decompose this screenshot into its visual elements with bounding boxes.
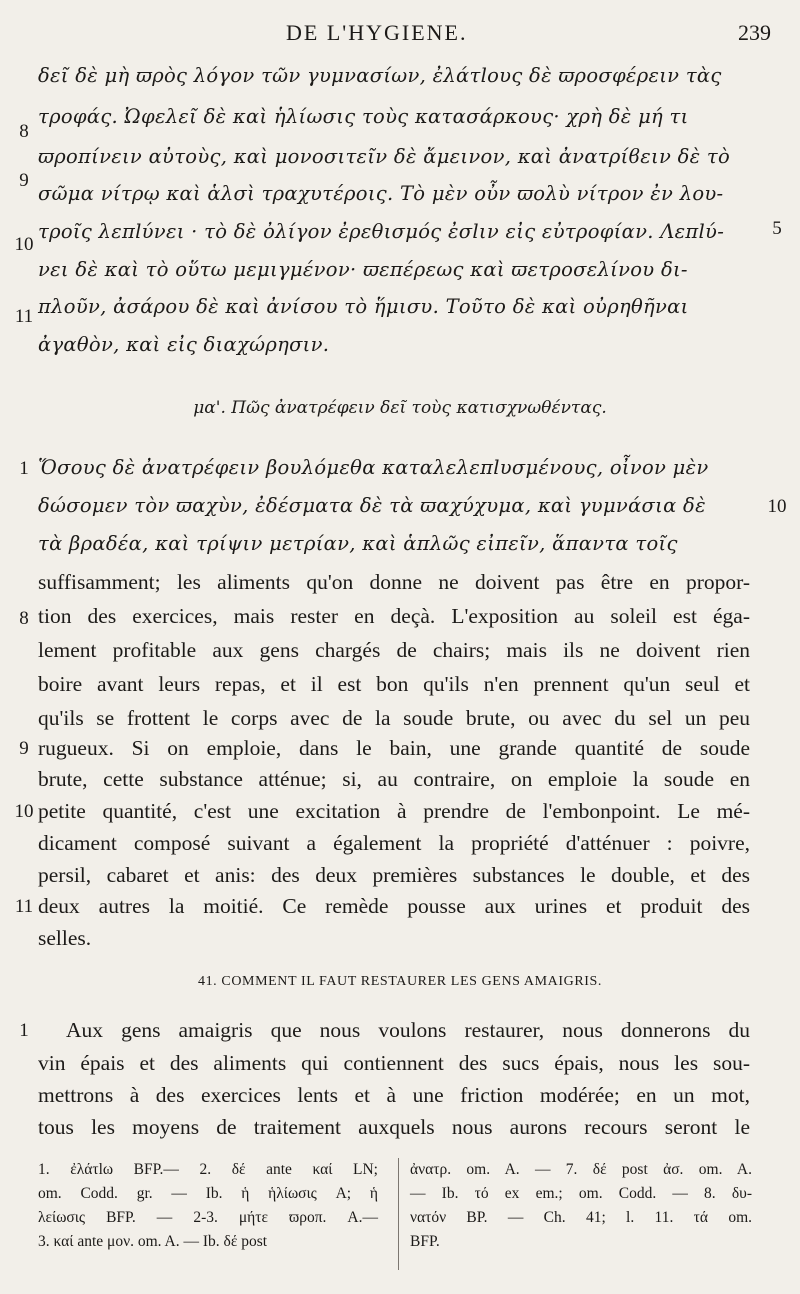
margin-number-left: 9 (19, 170, 29, 191)
french-line: petite quantité, c'est une excitation à prendre de l'embonpoint. Le mé- (38, 799, 750, 823)
greek-line: ἀγαθὸν, καὶ εἰς διαχώρησιν. (38, 333, 330, 356)
footnote-line: νατόν BP. — Ch. 41; l. 11. τά om. (410, 1209, 752, 1226)
french-line: tous les moyens de traitement auxquels nous aurons recours seront le (38, 1115, 750, 1139)
footnote-column-divider (398, 1158, 399, 1270)
margin-number-left: 9 (19, 738, 29, 759)
french-line: dicament composé suivant a également la propriété d'atténuer : poivre, (38, 831, 750, 855)
greek-section-heading: μα'. Πῶς ἀνατρέφειν δεῖ τοὺς κατισχνωθέντας. (193, 398, 607, 418)
greek-line: πλοῦν, ἀσάρου δὲ καὶ ἀνίσου τὸ ἥμισυ. Τοῦτο δὲ καὶ οὐρηθῆναι (38, 295, 689, 318)
page-header (0, 14, 800, 50)
running-title: DE L'HYGIENE. (286, 20, 468, 45)
footnotes-left-column (38, 1158, 378, 1254)
greek-line: σῶμα νίτρῳ καὶ ἁλσὶ τραχυτέροις. Τὸ μὲν οὖν ϖολὺ νίτρον ἐν λου- (38, 182, 724, 205)
french-line: mettrons à des exercices lents et à une friction modérée; en un mot, (38, 1083, 750, 1107)
margin-number-left: 10 (14, 234, 34, 255)
greek-line: ϖροπίνειν αὐτοὺς, καὶ μονοσιτεῖν δὲ ἄμεινον, καὶ ἀνατρίϐειν δὲ τὸ (38, 145, 731, 168)
footnote-line: om. Codd. gr. — Ib. ἡ ἡλίωσις A; ἡ (38, 1185, 378, 1202)
french-line: suffisamment; les aliments qu'on donne ne doivent pas être en propor- (38, 570, 750, 594)
footnote-line: — Ib. τό ex em.; om. Codd. — 8. δυ- (410, 1185, 752, 1202)
french-line: vin épais et des aliments qui contiennent des sucs épais, nous les sou- (38, 1051, 750, 1075)
margin-number-left: 1 (19, 458, 29, 479)
french-line: boire avant leurs repas, et il est bon qu'ils n'en prennent qu'un seul et (38, 672, 750, 696)
french-line: deux autres la moitié. Ce remède pousse aux urines et produit des (38, 894, 750, 918)
margin-number-left: 11 (14, 306, 34, 327)
greek-line: τὰ βραδέα, καὶ τρίψιν μετρίαν, καὶ ἁπλῶς εἰπεῖν, ἅπαντα τοῖς (38, 532, 678, 555)
footnote-line: 1. ἐλάτlω BFP.— 2. δέ ante καί LN; (38, 1161, 378, 1178)
french-line: selles. (38, 926, 92, 950)
margin-number-left: 1 (19, 1020, 29, 1041)
footnote-line: ἀνατρ. om. A. — 7. δέ post ἀσ. om. A. (410, 1161, 752, 1178)
greek-line: τροφάς. Ὠφελεῖ δὲ καὶ ἡλίωσις τοὺς κατασάρκους· χρὴ δὲ μή τι (38, 105, 689, 128)
page-number: 239 (738, 20, 771, 45)
margin-number-right: 5 (772, 218, 782, 239)
margin-number-left: 8 (19, 608, 29, 629)
footnote-line: 3. καί ante μον. om. A. — Ib. δέ post (38, 1233, 268, 1250)
margin-number-left: 8 (19, 121, 29, 142)
french-line: brute, cette substance atténue; si, au contraire, on emploie la soude en (38, 767, 750, 791)
french-line: lement profitable aux gens chargés de chairs; mais ils ne doivent rien (38, 638, 750, 662)
footnote-line: λείωσις BFP. — 2-3. μήτε ϖροπ. A.— (38, 1209, 378, 1226)
margin-number-right: 10 (767, 496, 787, 517)
french-line: tion des exercices, mais rester en deçà. L'exposition au soleil est éga- (38, 604, 750, 628)
greek-line: δώσομεν τὸν ϖαχὺν, ἐδέσματα δὲ τὰ ϖαχύχυμα, καὶ γυμνάσια δὲ (38, 494, 706, 517)
greek-line: δεῖ δὲ μὴ ϖρὸς λόγον τῶν γυμνασίων, ἐλάτlους δὲ ϖροσφέρειν τὰς (38, 64, 722, 87)
greek-line: νει δὲ καὶ τὸ οὕτω μεμιγμένον· ϖεπέρεως καὶ ϖετροσελίνου δι- (38, 258, 688, 281)
greek-line: Ὅσους δὲ ἀνατρέφειν βουλόμεθα καταλελεπlυσμένους, οἶνον μὲν (38, 456, 709, 479)
margin-number-left: 11 (14, 896, 34, 917)
french-line: rugueux. Si on emploie, dans le bain, une grande quantité de soude (38, 736, 750, 760)
footnotes-right-column (410, 1158, 752, 1254)
margin-number-left: 10 (14, 801, 34, 822)
french-line: persil, cabaret et anis: des deux premières substances le double, et des (38, 863, 750, 887)
french-line: Aux gens amaigris que nous voulons restaurer, nous donnerons du (66, 1018, 750, 1042)
footnote-line: BFP. (410, 1233, 440, 1250)
greek-line: τροῖς λεπlύνει · τὸ δὲ ὀλίγον ἐρεθισμός ἐσlιν εἰς εὐτροφίαν. Λεπlύ- (38, 220, 725, 243)
french-section-heading: 41. COMMENT IL FAUT RESTAURER LES GENS AMAIGRIS. (197, 974, 603, 989)
french-line: qu'ils se frottent le corps avec de la soude brute, ou avec du sel un peu (38, 706, 750, 730)
footnotes (38, 1158, 758, 1278)
